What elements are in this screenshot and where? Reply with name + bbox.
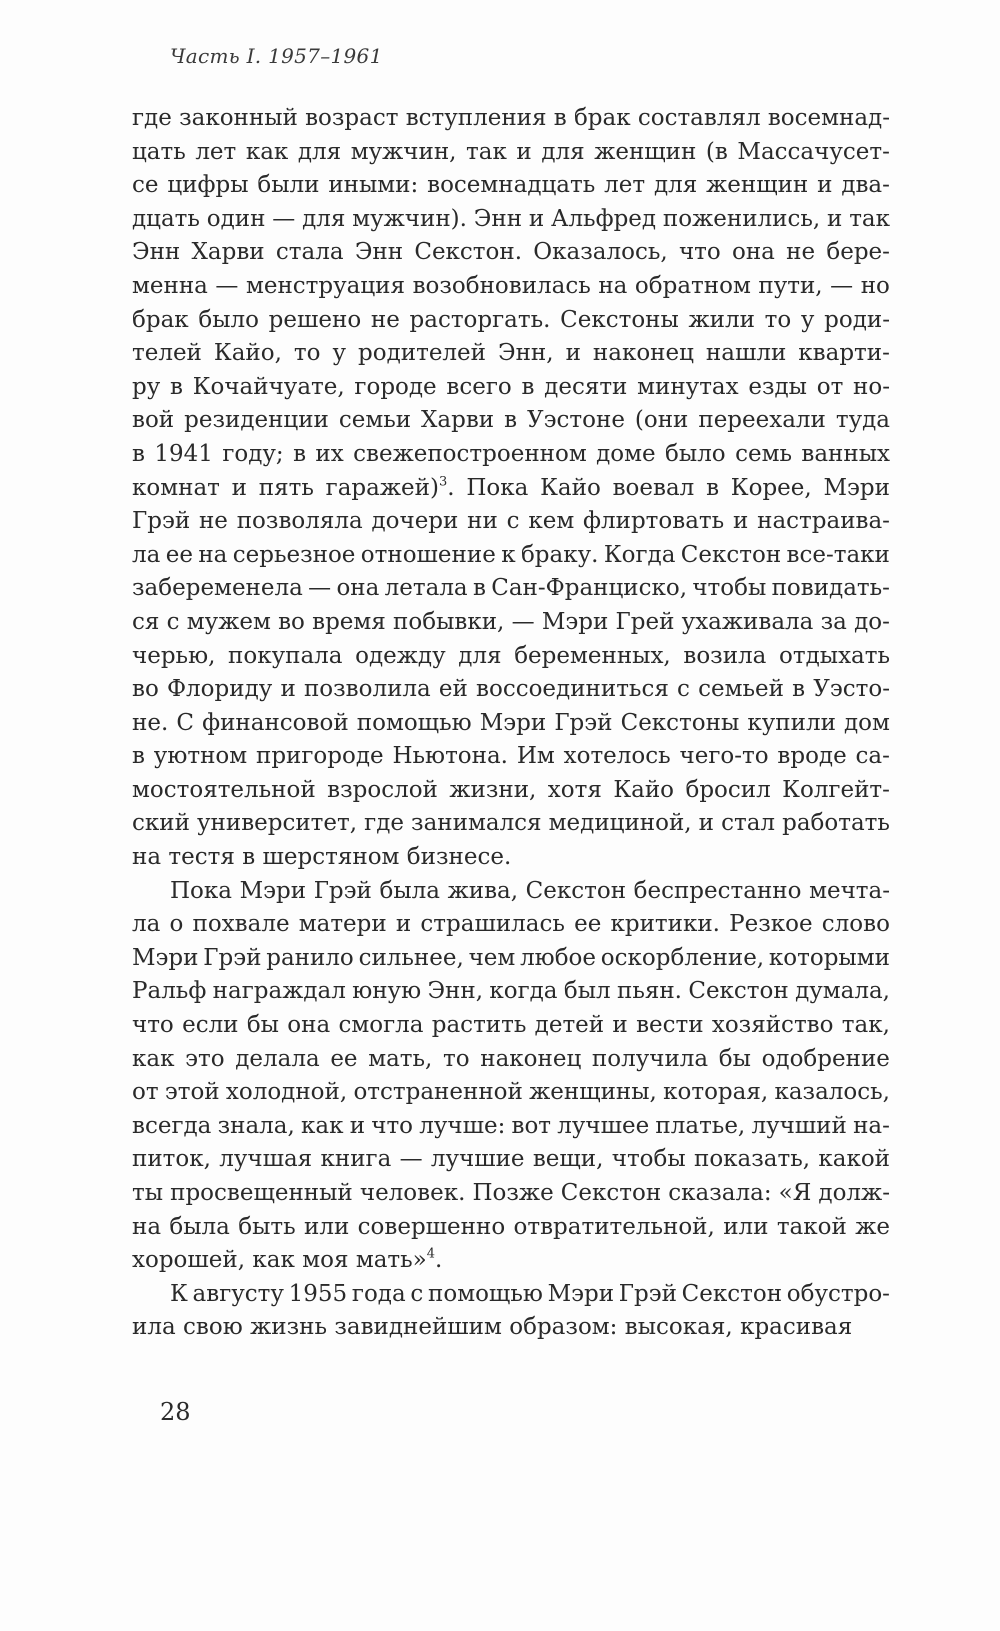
text-line: черью, покупала одежду для беременных, возила отдыхать (132, 642, 890, 669)
text-line: в 1941 году; в их свежепостроенном доме было семь ванных (132, 440, 890, 467)
paragraph (132, 102, 890, 875)
text-line: се цифры были иными: восемнадцать лет для женщин и два- (132, 172, 890, 199)
text-line: ский университет, где занимался медициной, и стал работать (132, 810, 890, 837)
text-line: не. С финансовой помощью Мэри Грэй Секстоны купили дом (132, 709, 890, 736)
text-line: мостоятельной взрослой жизни, хотя Кайо бросил Колгейт- (132, 776, 890, 803)
text-line: Ральф награждал юную Энн, когда был пьян. Секстон думала, (132, 978, 890, 1005)
text-line: забеременела — она летала в Сан-Франциско, чтобы повидать- (132, 575, 890, 602)
text-line: хорошей, как моя мать»$^4$. (132, 1246, 443, 1274)
text-line: вой резиденции семьи Харви в Уэстоне (они переехали туда (132, 407, 890, 434)
text-line: ру в Кочайчуате, городе всего в десяти минутах езды от но- (132, 373, 890, 400)
text-line: ла ее на серьезное отношение к браку. Когда Секстон все-таки (132, 541, 890, 568)
body-text (132, 102, 890, 1345)
text-line: всегда знала, как и что лучше: вот лучшее платье, лучший на- (132, 1112, 890, 1139)
text-line: ся с мужем во время побывки, — Мэри Грей ухаживала за до- (132, 608, 890, 635)
text-line: на была быть или совершенно отвратительной, или такой же (132, 1213, 890, 1240)
running-head: Часть I. 1957–1961 (170, 44, 383, 68)
text-line: менна — менструация возобновилась на обратном пути, — но (132, 272, 890, 299)
text-line: комнат и пять гаражей)$^3$. Пока Кайо воевал в Корее, Мэри (132, 473, 890, 501)
text-line: от этой холодной, отстраненной женщины, которая, казалось, (132, 1079, 890, 1106)
text-line: цать лет как для мужчин, так и для женщин (в Массачусет- (132, 138, 890, 165)
text-line: в уютном пригороде Ньютона. Им хотелось чего-то вроде са- (132, 743, 890, 770)
text-line: ла о похвале матери и страшилась ее критики. Резкое слово (132, 911, 890, 938)
text-line: ты просвещенный человек. Позже Секстон сказала: «Я долж- (132, 1180, 890, 1206)
text-line: телей Кайо, то у родителей Энн, и наконец нашли кварти- (132, 340, 890, 367)
text-line: дцать один — для мужчин). Энн и Альфред поженились, и так (132, 205, 890, 232)
text-line: как это делала ее мать, то наконец получила бы одобрение (132, 1045, 890, 1072)
text-line: Грэй не позволяла дочери ни с кем флиртовать и настраива- (132, 508, 890, 535)
text-line: питок, лучшая книга — лучшие вещи, чтобы показать, какой (132, 1146, 890, 1173)
text-line: Мэри Грэй ранило сильнее, чем любое оскорбление, которыми (132, 944, 890, 971)
text-line: что если бы она смогла растить детей и вести хозяйство так, (132, 1012, 890, 1039)
text-line: ила свою жизнь завиднейшим образом: высокая, красивая (132, 1314, 853, 1341)
footnote-marker[interactable]: 3 (438, 473, 448, 489)
text-line: на тестя в шерстяном бизнесе. (132, 844, 512, 871)
page-number: 28 (160, 1398, 191, 1426)
text-line: где законный возраст вступления в брак составлял восемнад- (132, 105, 890, 131)
text-line: Энн Харви стала Энн Секстон. Оказалось, что она не бере- (132, 239, 890, 266)
text-line: Пока Мэри Грэй была жива, Секстон беспрестанно мечта- (170, 877, 890, 904)
footnote-marker[interactable]: 4 (426, 1246, 436, 1262)
text-line: К августу 1955 года с помощью Мэри Грэй Секстон обустро- (170, 1280, 890, 1307)
text-line: во Флориду и позволила ей воссоединиться с семьей в Уэсто- (132, 676, 890, 703)
text-line: брак было решено не расторгать. Секстоны жили то у роди- (132, 306, 890, 333)
paragraph (132, 1278, 890, 1345)
paragraph (132, 875, 890, 1278)
